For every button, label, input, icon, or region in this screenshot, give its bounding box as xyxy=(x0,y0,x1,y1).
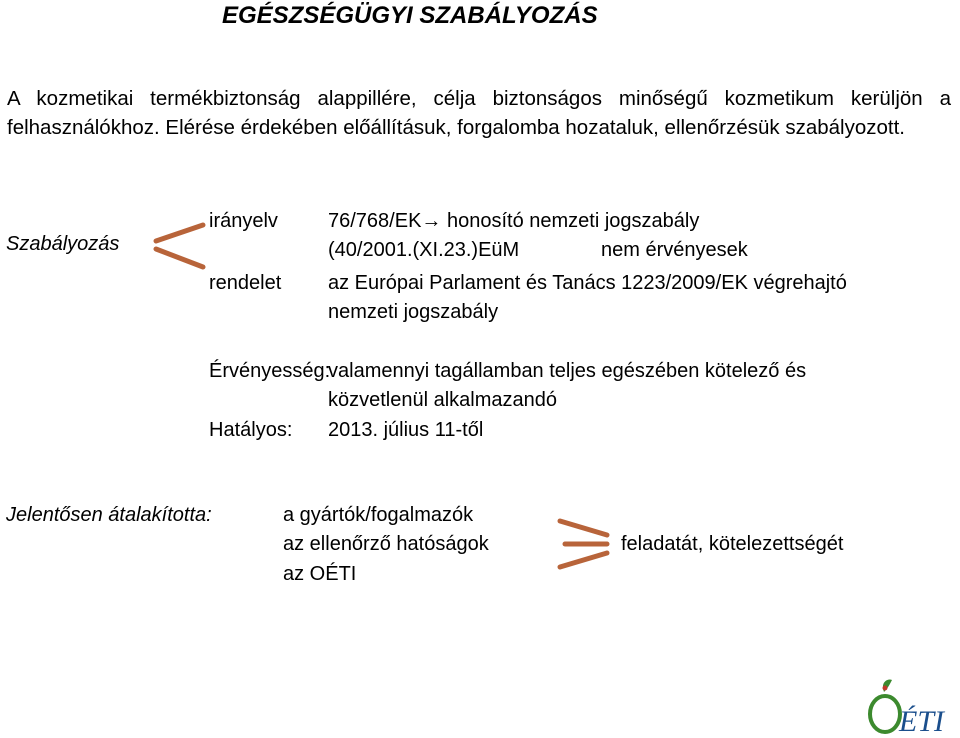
decree-line1: az Európai Parlament és Tanács 1223/2009/EK végrehajtó xyxy=(328,272,847,294)
regulation-label: Szabályozás xyxy=(6,233,120,255)
validity-label: Érvényesség: xyxy=(209,360,331,382)
right-arrow-icon: → xyxy=(421,210,442,232)
transformed-label: Jelentősen átalakította: xyxy=(6,504,212,526)
transformed-item: az ellenőrző hatóságok xyxy=(283,533,489,555)
validity-text1: valamennyi tagállamban teljes egészében kötelező és xyxy=(328,360,807,382)
intro-paragraph: A kozmetikai termékbiztonság alappillére, célja biztonságos minőségű kozmetikum kerüljön a felhasználókhoz. Elérése érdekében előállításuk, forgalomba hozataluk, ellenőrzésük szabályozott. xyxy=(7,87,951,139)
page-title: EGÉSZSÉGÜGYI SZABÁLYOZÁS xyxy=(222,2,598,29)
directive-line2: (40/2001.(XI.23.)EüM xyxy=(328,239,520,261)
merge-stroke-upper xyxy=(560,521,607,535)
branch-stroke-lower xyxy=(156,249,203,267)
merge-stroke-lower xyxy=(560,553,607,567)
validity-text2: közvetlenül alkalmazandó xyxy=(328,389,558,411)
effective-label: Hatályos: xyxy=(209,419,293,441)
directive-status: nem érvényesek xyxy=(601,239,748,261)
directive-code: 76/768/EK xyxy=(328,210,422,232)
effective-date: 2013. július 11-től xyxy=(328,419,484,441)
logo-text: ÉTI xyxy=(899,705,944,736)
directive-line1-rest: honosító nemzeti jogszabály xyxy=(441,210,700,232)
transformed-item: az OÉTI xyxy=(283,563,357,585)
oeti-logo-icon xyxy=(862,676,946,736)
decree-line2: nemzeti jogszabály xyxy=(328,301,499,323)
decree-label: rendelet xyxy=(209,272,282,294)
directive-label: irányelv xyxy=(209,210,278,232)
branch-stroke-upper xyxy=(156,225,203,241)
transformed-result: feladatát, kötelezettségét xyxy=(621,533,844,555)
transformed-item: a gyártók/fogalmazók xyxy=(283,504,474,526)
